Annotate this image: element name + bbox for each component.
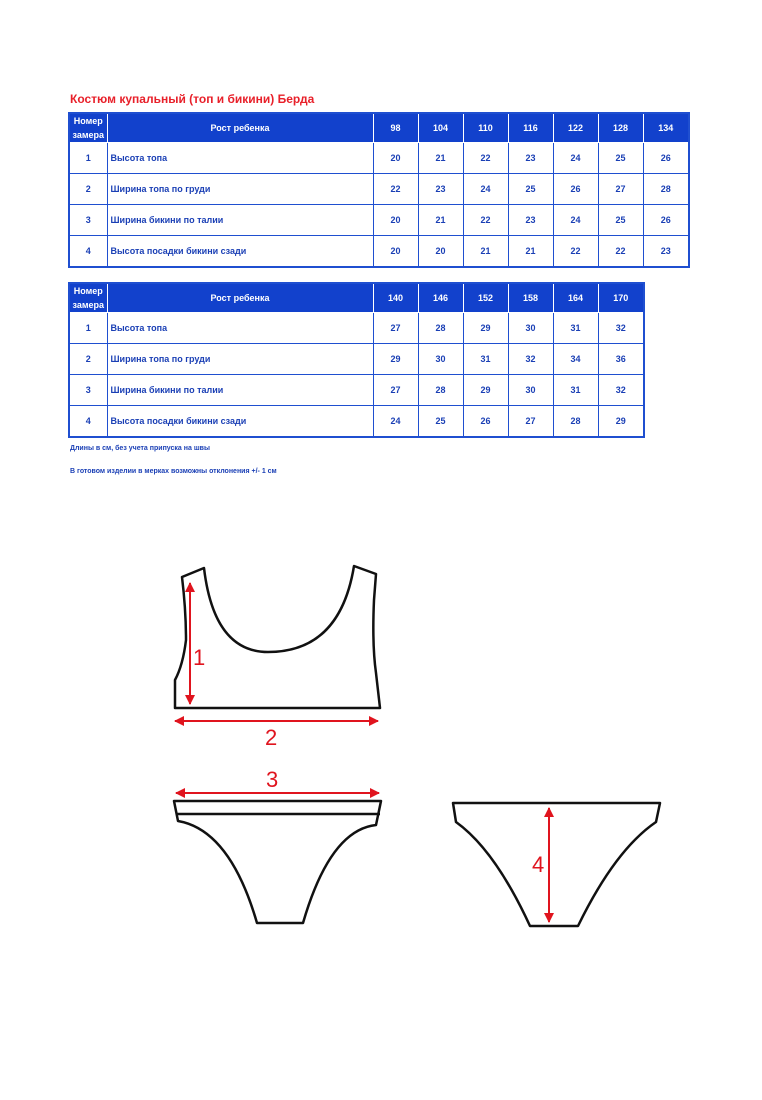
cell-value: 25: [598, 205, 643, 236]
cell-value: 29: [463, 375, 508, 406]
table-row: [69, 236, 689, 267]
cell-value: 21: [418, 143, 463, 174]
cell-value: 27: [598, 174, 643, 205]
row-number: 3: [69, 375, 107, 406]
cell-value: 23: [508, 205, 553, 236]
size-table-2: [68, 282, 645, 438]
row-name: Высота топа: [107, 313, 373, 344]
bikini-front-drawing: [174, 801, 381, 923]
cell-value: 23: [643, 236, 689, 267]
table-row: [69, 143, 689, 174]
cell-value: 31: [553, 313, 598, 344]
cell-value: 20: [373, 205, 418, 236]
cell-value: 21: [418, 205, 463, 236]
row-name: Высота посадки бикини сзади: [107, 236, 373, 267]
header-measure-number: Номер замера: [69, 283, 107, 313]
row-name: Высота посадки бикини сзади: [107, 406, 373, 437]
row-name: Ширина топа по груди: [107, 174, 373, 205]
cell-value: 32: [508, 344, 553, 375]
cell-value: 30: [418, 344, 463, 375]
swim-top-drawing: [175, 566, 380, 708]
cell-value: 30: [508, 313, 553, 344]
cell-value: 29: [598, 406, 644, 437]
cell-value: 25: [508, 174, 553, 205]
cell-value: 26: [463, 406, 508, 437]
cell-value: 34: [553, 344, 598, 375]
row-name: Высота топа: [107, 143, 373, 174]
cell-value: 29: [463, 313, 508, 344]
header-size: 152: [463, 283, 508, 313]
cell-value: 28: [418, 375, 463, 406]
cell-value: 27: [508, 406, 553, 437]
table-row: [69, 344, 644, 375]
cell-value: 28: [553, 406, 598, 437]
cell-value: 20: [373, 236, 418, 267]
cell-value: 22: [598, 236, 643, 267]
cell-value: 27: [373, 375, 418, 406]
cell-value: 22: [553, 236, 598, 267]
cell-value: 26: [553, 174, 598, 205]
cell-value: 24: [373, 406, 418, 437]
cell-value: 22: [463, 143, 508, 174]
cell-value: 25: [598, 143, 643, 174]
cell-value: 20: [373, 143, 418, 174]
cell-value: 32: [598, 313, 644, 344]
note-units: Длины в см, без учета припуска на швы: [70, 445, 210, 452]
header-size: 164: [553, 283, 598, 313]
row-number: 4: [69, 236, 107, 267]
cell-value: 36: [598, 344, 644, 375]
header-measure-number: Номер замера: [69, 113, 107, 143]
header-size: 110: [463, 113, 508, 143]
cell-value: 20: [418, 236, 463, 267]
table-row: [69, 174, 689, 205]
cell-value: 26: [643, 143, 689, 174]
header-child-height: Рост ребенка: [107, 283, 373, 313]
cell-value: 25: [418, 406, 463, 437]
header-size: 98: [373, 113, 418, 143]
row-number: 2: [69, 174, 107, 205]
header-size: 170: [598, 283, 644, 313]
cell-value: 31: [463, 344, 508, 375]
row-number: 4: [69, 406, 107, 437]
header-size: 104: [418, 113, 463, 143]
row-name: Ширина бикини по талии: [107, 375, 373, 406]
note-tolerance: В готовом изделии в мерках возможны отклонения +/- 1 см: [70, 468, 277, 475]
cell-value: 21: [508, 236, 553, 267]
cell-value: 24: [553, 205, 598, 236]
cell-value: 27: [373, 313, 418, 344]
table-row: [69, 205, 689, 236]
label-2: 2: [265, 725, 278, 750]
cell-value: 28: [643, 174, 689, 205]
row-number: 1: [69, 313, 107, 344]
table-row: [69, 313, 644, 344]
size-table-1: [68, 112, 690, 268]
cell-value: 24: [463, 174, 508, 205]
cell-value: 32: [598, 375, 644, 406]
row-number: 2: [69, 344, 107, 375]
cell-value: 22: [373, 174, 418, 205]
cell-value: 23: [508, 143, 553, 174]
header-size: 158: [508, 283, 553, 313]
cell-value: 30: [508, 375, 553, 406]
row-name: Ширина топа по груди: [107, 344, 373, 375]
row-number: 3: [69, 205, 107, 236]
header-size: 122: [553, 113, 598, 143]
cell-value: 29: [373, 344, 418, 375]
cell-value: 24: [553, 143, 598, 174]
header-size: 146: [418, 283, 463, 313]
label-4: 4: [532, 852, 545, 877]
header-size: 128: [598, 113, 643, 143]
label-3: 3: [266, 767, 279, 792]
label-1: 1: [193, 645, 206, 670]
table-row: [69, 375, 644, 406]
table-row: [69, 406, 644, 437]
page-title: Костюм купальный (топ и бикини) Берда: [70, 92, 315, 106]
header-size: 116: [508, 113, 553, 143]
row-number: 1: [69, 143, 107, 174]
cell-value: 22: [463, 205, 508, 236]
header-size: 134: [643, 113, 689, 143]
cell-value: 28: [418, 313, 463, 344]
row-name: Ширина бикини по талии: [107, 205, 373, 236]
header-child-height: Рост ребенка: [107, 113, 373, 143]
header-size: 140: [373, 283, 418, 313]
bikini-back-drawing: [453, 803, 660, 926]
cell-value: 21: [463, 236, 508, 267]
cell-value: 23: [418, 174, 463, 205]
cell-value: 31: [553, 375, 598, 406]
cell-value: 26: [643, 205, 689, 236]
measurement-diagram: [0, 540, 762, 940]
